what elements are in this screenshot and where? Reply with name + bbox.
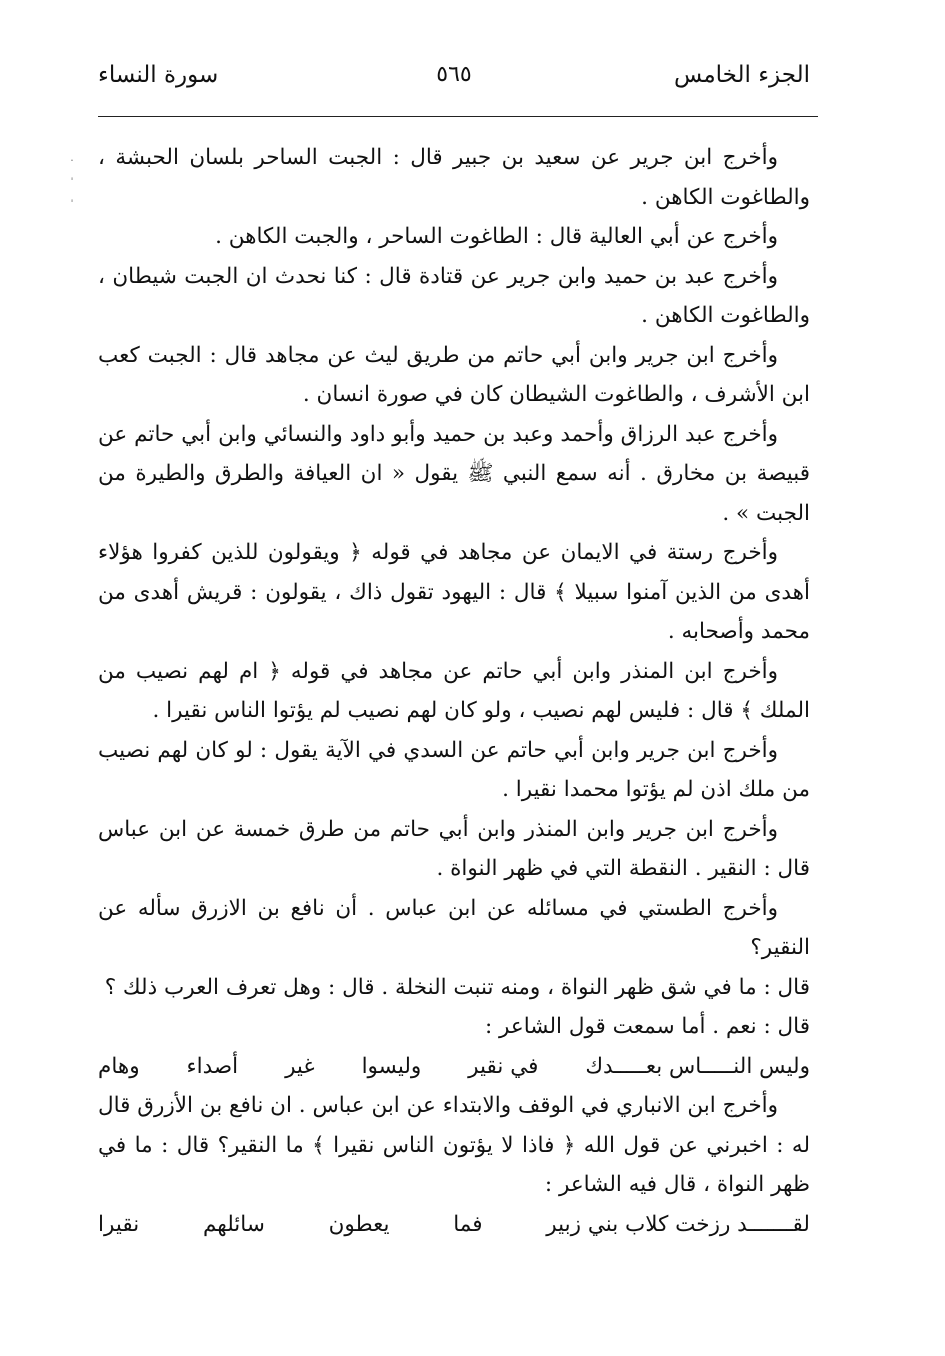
- page-header: [98, 62, 810, 102]
- paragraph-9: وأخرج ابن جرير وابن المنذر وابن أبي حاتم من طرق خمسة عن ابن عباس قال : النقير . النقطة التي في ظهر النواة .: [98, 816, 810, 881]
- surah-title: سورة النساء: [98, 62, 219, 88]
- verse-word: نقيرا: [98, 1211, 140, 1237]
- paragraph-7: وأخرج ابن المنذر وابن أبي حاتم عن مجاهد في قوله ﴿ ام لهم نصيب من الملك ﴾ قال : فليس لهم نصيب ، ولو كان لهم نصيب لم يؤتوا الناس نقيرا .: [98, 658, 810, 723]
- paragraph-3: وأخرج عبد بن حميد وابن جرير عن قتادة قال : كنا نحدث ان الجبت شيطان ، والطاغوت الكاهن .: [98, 263, 810, 328]
- paragraph-4: وأخرج ابن جرير وابن أبي حاتم من طريق ليث عن مجاهد قال : الجبت كعب ابن الأشرف ، والطاغوت الشيطان كان في صورة انسان .: [98, 342, 810, 407]
- paragraph-8: وأخرج ابن جرير وابن أبي حاتم عن السدي في الآية يقول : لو كان لهم نصيب من ملك اذن لم يؤتوا محمدا نقيرا .: [98, 737, 810, 802]
- paragraph-10: وأخرج الطستي في مسائله عن ابن عباس . أن نافع بن الازرق سأله عن النقير؟: [98, 895, 810, 960]
- paragraph-11: قال : ما في شق ظهر النواة ، ومنه تنبت النخلة . قال : وهل تعرف العرب ذلك ؟: [104, 974, 810, 1000]
- page-body: [98, 138, 810, 1244]
- verse-word: وهام: [98, 1053, 140, 1079]
- paragraph-2: وأخرج عن أبي العالية قال : الطاغوت الساحر ، والجبت الكاهن .: [215, 224, 778, 249]
- verse-word: فما: [453, 1211, 483, 1237]
- verse-word: وليس النـــــاس بعـــــدك: [585, 1053, 810, 1079]
- verse-word: غير: [285, 1053, 315, 1079]
- paragraph-13: وأخرج ابن الانباري في الوقف والابتداء عن ابن عباس . ان نافع بن الأزرق قال له : اخبرني عن قول الله ﴿ فاذا لا يؤتون الناس نقيرا ﴾ ما النقير؟ قال : ما في ظهر النواة ، قال فيه الشاعر :: [98, 1093, 810, 1197]
- verse-word: يعطون: [328, 1211, 390, 1237]
- verse-word: أصداء: [186, 1053, 239, 1079]
- paragraph-6: وأخرج رستة في الايمان عن مجاهد في قوله ﴿ ويقولون للذين كفروا هؤلاء أهدى من الذين آمنوا سبيلا ﴾ قال : اليهود تقول ذاك ، يقولون : قريش أهدى من محمد وأصحابه .: [98, 540, 810, 644]
- margin-marks-icon: · ˈ ˈ: [70, 154, 74, 211]
- verse-word: سائلهم: [202, 1211, 265, 1237]
- header-rule: [98, 116, 818, 117]
- paragraph-1: وأخرج ابن جرير عن سعيد بن جبير قال : الجبت الساحر بلسان الحبشة ، والطاغوت الكاهن .: [98, 145, 810, 210]
- verse-word: لقـــــــد رزخت كلاب بني زبير: [546, 1211, 810, 1237]
- paragraph-5: وأخرج عبد الرزاق وأحمد وعبد بن حميد وأبو داود والنسائي وابن أبي حاتم عن قبيصة بن مخارق . أنه سمع النبي ﷺ يقول « ان العيافة والطرق والطيرة من الجبت » .: [98, 421, 810, 526]
- poem-verse-1: [98, 1047, 810, 1087]
- page-number: ٥٦٥: [436, 62, 472, 87]
- paragraph-12: قال : نعم . أما سمعت قول الشاعر :: [484, 1014, 810, 1039]
- part-title: الجزء الخامس: [674, 62, 810, 88]
- verse-word: في نقير: [468, 1053, 539, 1079]
- verse-word: وليسوا: [361, 1053, 422, 1079]
- poem-verse-2: [98, 1205, 810, 1245]
